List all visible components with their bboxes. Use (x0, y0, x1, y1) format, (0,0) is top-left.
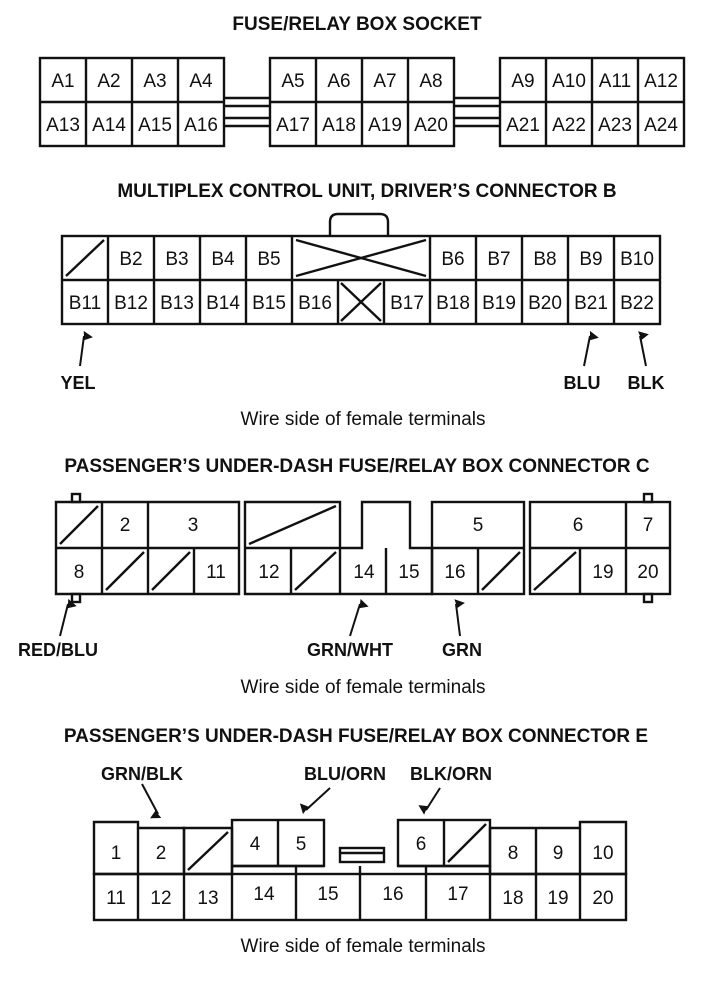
connector-b (62, 214, 660, 324)
connector-b-cell: B7 (487, 249, 511, 270)
socket-cell: A19 (368, 115, 402, 136)
socket-cell: A9 (511, 71, 535, 92)
connector-e-cell: 5 (295, 834, 307, 855)
connector-c-cell: 12 (258, 562, 280, 583)
wire-label-blu: BLU (563, 373, 601, 393)
connector-b-cell: B15 (252, 293, 286, 314)
connector-e-cell: 19 (547, 888, 569, 909)
connector-b-cell: B21 (574, 293, 608, 314)
connector-e (94, 820, 626, 920)
arrow-grn-blk (142, 784, 158, 814)
wire-label-yel: YEL (60, 373, 96, 393)
connector-e-cell: 11 (106, 888, 126, 909)
connector-e-cell: 8 (507, 843, 519, 864)
socket-cell: A23 (598, 115, 632, 136)
connector-e-cell: 6 (415, 834, 427, 855)
connector-e-caption: Wire side of female terminals (240, 936, 486, 957)
connector-b-cell: B3 (165, 249, 189, 270)
fuse-relay-box-socket (40, 58, 684, 146)
arrow-blk (640, 336, 646, 366)
connector-b-cell: B19 (482, 293, 516, 314)
wire-label-blu-orn: BLU/ORN (304, 764, 386, 784)
connector-b-cell: B13 (160, 293, 194, 314)
arrow-grn-wht (350, 604, 360, 636)
connector-e-latch (340, 848, 384, 862)
connector-e-title: PASSENGER’S UNDER-DASH FUSE/RELAY BOX CONNECTOR E (63, 726, 649, 747)
socket-cell: A5 (281, 71, 305, 92)
arrow-yel (80, 336, 84, 366)
connector-b-cell: B9 (579, 249, 603, 270)
connector-c-cell: 3 (187, 515, 199, 536)
socket-cell: A22 (552, 115, 586, 136)
socket-cell: A1 (51, 71, 75, 92)
connector-c-cell: 11 (206, 562, 226, 583)
connector-b-cell: B22 (620, 293, 654, 314)
connector-b-cell: B16 (298, 293, 332, 314)
connector-c (56, 494, 670, 602)
socket-cell: A2 (97, 71, 121, 92)
connector-e-cell: 12 (150, 888, 172, 909)
connector-c-cell: 6 (572, 515, 584, 536)
wire-label-grn-blk: GRN/BLK (101, 764, 183, 784)
wire-label-grn: GRN (442, 640, 482, 660)
connector-c-cell: 14 (353, 562, 375, 583)
connector-e-cell: 14 (253, 884, 275, 905)
connector-c-cell: 19 (592, 562, 614, 583)
connector-c-cell: 20 (637, 562, 659, 583)
connector-c-cell: 7 (642, 515, 654, 536)
arrow-red-blu (60, 604, 68, 636)
wire-label-grn-wht: GRN/WHT (307, 640, 393, 660)
connector-e-cell: 20 (592, 888, 614, 909)
connector-e-cell: 17 (447, 884, 469, 905)
socket-cell: A17 (276, 115, 310, 136)
connector-e-cell: 9 (552, 843, 564, 864)
connector-c-cell: 8 (73, 562, 85, 583)
connector-b-cell: B6 (441, 249, 465, 270)
connector-e-cell: 10 (592, 843, 614, 864)
connector-b-cell: B11 (68, 293, 102, 314)
socket-cell: A10 (552, 71, 586, 92)
connector-b-cell: B10 (620, 249, 654, 270)
connector-c-cell: 5 (472, 515, 484, 536)
connector-c-cell: 2 (119, 515, 131, 536)
socket-cell: A3 (143, 71, 167, 92)
wire-label-red-blu: RED/BLU (18, 640, 98, 660)
connector-b-cell: B18 (436, 293, 470, 314)
socket-cell: A21 (506, 115, 540, 136)
arrow-blu (584, 336, 590, 366)
socket-cell: A24 (644, 115, 678, 136)
wire-label-blk-orn: BLK/ORN (410, 764, 492, 784)
connector-e-cell: 2 (155, 843, 167, 864)
connector-e-cell: 4 (249, 834, 261, 855)
connector-b-title: MULTIPLEX CONTROL UNIT, DRIVER’S CONNECTOR B (117, 181, 617, 202)
socket-cell: A16 (184, 115, 218, 136)
connector-c-cell: 16 (444, 562, 466, 583)
socket-cell: A13 (46, 115, 80, 136)
connector-b-blank-cell (66, 240, 104, 276)
connector-c-caption: Wire side of female terminals (240, 677, 486, 698)
socket-cell: A14 (92, 115, 126, 136)
connector-e-cell: 18 (502, 888, 524, 909)
socket-cell: A6 (327, 71, 351, 92)
socket-title: FUSE/RELAY BOX SOCKET (232, 14, 482, 35)
socket-cell: A11 (598, 71, 632, 92)
connector-b-cell: B14 (206, 293, 240, 314)
connector-b-cell: B4 (211, 249, 235, 270)
socket-cell: A20 (414, 115, 448, 136)
connector-b-latch (330, 214, 388, 236)
connector-e-cell: 1 (110, 843, 122, 864)
connector-b-cell: B8 (533, 249, 557, 270)
connector-b-cell: B20 (528, 293, 562, 314)
connector-b-cell: B12 (114, 293, 148, 314)
connector-c-title: PASSENGER’S UNDER-DASH FUSE/RELAY BOX CONNECTOR C (64, 456, 650, 477)
arrow-blu-orn (306, 788, 330, 810)
connector-b-cell: B2 (119, 249, 143, 270)
connector-e-cell: 15 (317, 884, 339, 905)
socket-cell: A4 (189, 71, 213, 92)
connector-b-cell: B5 (257, 249, 281, 270)
wire-label-blk: BLK (627, 373, 665, 393)
socket-cell: A18 (322, 115, 356, 136)
arrow-blk-orn (426, 788, 440, 810)
connector-e-cell: 16 (382, 884, 404, 905)
connector-b-caption: Wire side of female terminals (240, 409, 486, 430)
socket-cell: A8 (419, 71, 443, 92)
socket-cell: A12 (644, 71, 678, 92)
connector-e-cell: 13 (197, 888, 219, 909)
socket-cell: A15 (138, 115, 172, 136)
socket-cell: A7 (373, 71, 397, 92)
connector-c-cell: 15 (398, 562, 420, 583)
connector-b-cell: B17 (390, 293, 424, 314)
arrow-grn (456, 604, 460, 636)
